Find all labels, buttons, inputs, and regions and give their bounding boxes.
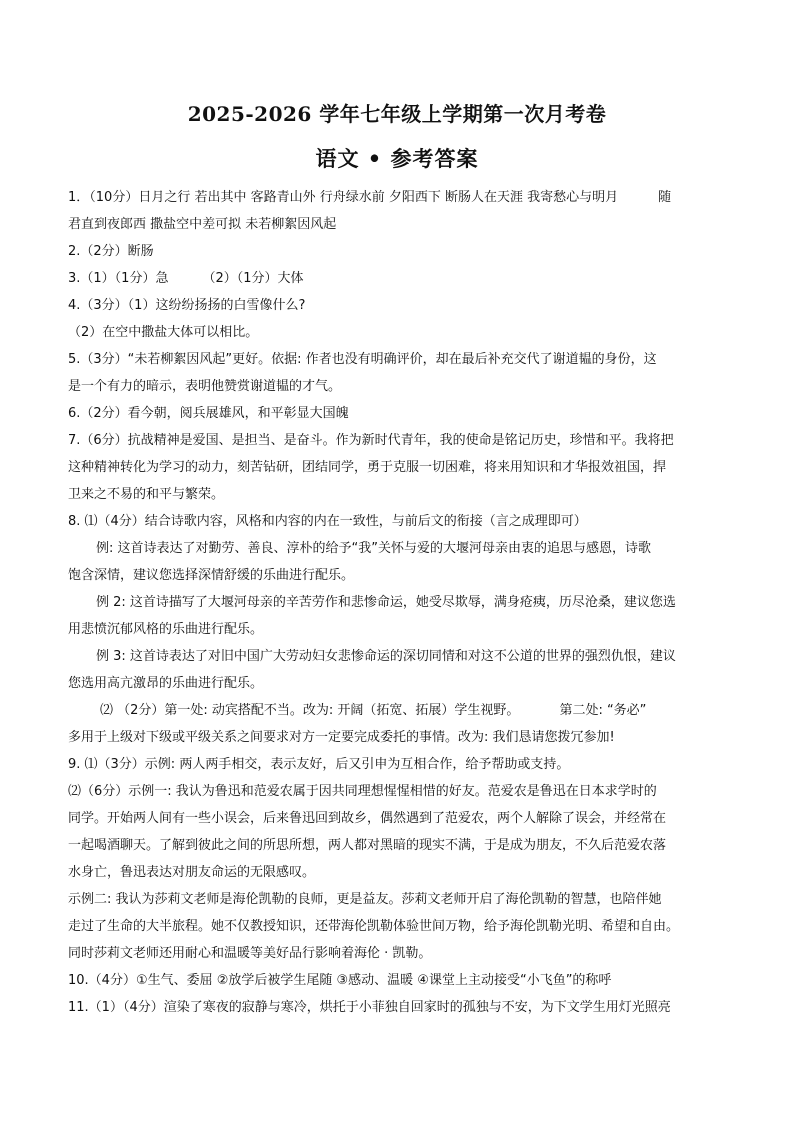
answer-line: 君直到夜郎西 撒盐空中差可拟 未若柳絮因风起 bbox=[68, 217, 337, 232]
answer-line: 饱含深情，建议您选择深情舒缓的乐曲进行配乐。 bbox=[68, 568, 355, 583]
answer-line: 走过了生命的大半旅程。她不仅教授知识，还带海伦凯勒体验世间万物，给予海伦凯勒光明、希望和自由。 bbox=[68, 919, 680, 934]
answer-line: （2）在空中撒盐大体可以相比。 bbox=[68, 325, 259, 340]
answer-line: 9. ⑴（3分）示例: 两人两手相交，表示友好，后又引申为互相合作，给予帮助或支持。 bbox=[68, 757, 570, 772]
answer-line: 7.（6分）抗战精神是爱国、是担当、是奋斗。作为新时代青年，我的使命是铭记历史，珍惜和平。我将把 bbox=[68, 433, 674, 448]
answer-text: 第二处: “务必” bbox=[559, 703, 647, 718]
answer-line bbox=[68, 265, 738, 292]
answer-line: 卫来之不易的和平与繁荣。 bbox=[68, 487, 225, 502]
answer-text: （2）（1分）大体 bbox=[202, 271, 304, 286]
answer-line: 同时莎莉文老师还用耐心和温暖等美好品行影响着海伦 · 凯勒。 bbox=[68, 946, 432, 961]
answer-line: 例 3: 这首诗表达了对旧中国广大劳动妇女悲惨命运的深切同情和对这不公道的世界的强烈仇恨，建议 bbox=[96, 649, 676, 664]
answer-line: 同学。开始两人间有一些小误会，后来鲁迅回到故乡，偶然遇到了范爱农，两个人解除了误会，并经常在 bbox=[68, 811, 667, 826]
document-title: 2025-2026 学年七年级上学期第一次月考卷 bbox=[187, 102, 607, 126]
answer-line: 8. ⑴（4分）结合诗歌内容，风格和内容的内在一致性，与前后文的衔接（言之成理即可） bbox=[68, 514, 587, 529]
document-subtitle: 语文 • 参考答案 bbox=[315, 146, 479, 171]
answer-line: 示例二: 我认为莎莉文老师是海伦凯勒的良师，更是益友。莎莉文老师开启了海伦凯勒的智慧，也陪伴她 bbox=[68, 892, 662, 907]
answer-text: 3.（1）（1分）急 bbox=[68, 271, 169, 286]
answer-line: 11.（1）（4分）渲染了寒夜的寂静与寒冷，烘托于小菲独自回家时的孤独与不安，为下文学生用灯光照亮 bbox=[68, 1000, 671, 1015]
answer-line: 6.（2分）看今朝，阅兵展雄风，和平彰显大国魄 bbox=[68, 406, 349, 421]
answer-line: 一起喝酒聊天。了解到彼此之间的所思所想，两人都对黑暗的现实不满，于是成为朋友，不久后范爱农落 bbox=[68, 838, 667, 853]
answer-line bbox=[68, 184, 738, 211]
answer-line: 水身亡，鲁迅表达对朋友命运的无限感叹。 bbox=[68, 865, 316, 880]
answer-line: 2.（2分）断肠 bbox=[68, 244, 154, 259]
answer-line: 这种精神转化为学习的动力，刻苦钻研，团结同学，勇于克服一切困难，将来用知识和才华报效祖国，捍 bbox=[68, 460, 667, 475]
answer-content bbox=[68, 184, 738, 1021]
answer-line: 多用于上级对下级或平级关系之间要求对方一定要完成委托的事情。改为: 我们恳请您拨冗参加! bbox=[68, 730, 615, 745]
answer-line bbox=[68, 697, 738, 724]
answer-text: ⑵ （2分）第一处: 动宾搭配不当。改为: 开阔（拓宽、拓展）学生视野。 bbox=[100, 703, 520, 718]
answer-line: ⑵（6分）示例一: 我认为鲁迅和范爱农属于因共同理想惺惺相惜的好友。范爱农是鲁迅在日本求学时的 bbox=[68, 784, 657, 799]
answer-line: 是一个有力的暗示，表明他赞赏谢道韫的才气。 bbox=[68, 379, 342, 394]
answer-line: 例 2: 这首诗描写了大堰河母亲的辛苦劳作和悲惨命运，她受尽欺辱，满身疮痍，历尽沧桑，建议您选 bbox=[96, 595, 676, 610]
answer-line: 4.（3分）（1）这纷纷扬扬的白雪像什么? bbox=[68, 298, 306, 313]
answer-text: 1．（10分）日月之行 若出其中 客路青山外 行舟绿水前 夕阳西下 断肠人在天涯 我寄愁心与明月 bbox=[68, 190, 619, 205]
answer-line: 用悲愤沉郁风格的乐曲进行配乐。 bbox=[68, 622, 264, 637]
answer-text: 随 bbox=[658, 190, 672, 205]
answer-line: 您选用高亢激昂的乐曲进行配乐。 bbox=[68, 676, 264, 691]
answer-line: 例: 这首诗表达了对勤劳、善良、淳朴的给予“我”关怀与爱的大堰河母亲由衷的追思与感恩，诗歌 bbox=[96, 541, 651, 556]
answer-line: 10.（4分）①生气、委屈 ②放学后被学生尾随 ③感动、温暖 ④课堂上主动接受“小飞鱼”的称呼 bbox=[68, 973, 612, 988]
answer-line: 5.（3分）“未若柳絮因风起”更好。依据: 作者也没有明确评价，却在最后补充交代了谢道韫的身份，这 bbox=[68, 352, 657, 367]
